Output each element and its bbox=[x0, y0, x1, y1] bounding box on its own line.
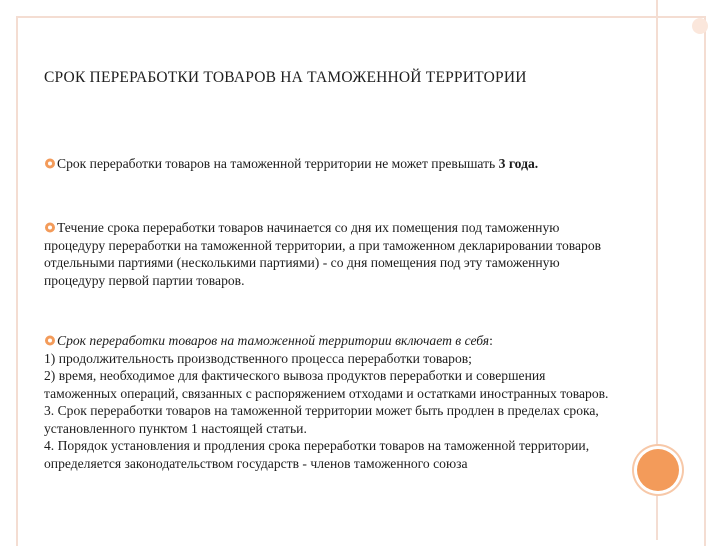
decorative-circle-top bbox=[692, 18, 708, 34]
list-item: 2) время, необходимое для фактического вывоза продуктов переработки и совершения таможенных операций, связанных с распоряжением отходами и остатками иностранных товаров. bbox=[44, 368, 609, 401]
flower-bullet-icon bbox=[44, 335, 56, 346]
paragraph-3-intro: Срок переработки товаров на таможенной территории включает в себя bbox=[57, 333, 490, 348]
flower-bullet-icon bbox=[44, 158, 56, 169]
paragraph-2-text: Течение срока переработки товаров начинается со дня их помещения под таможенную процедуру переработки на таможенной территории, а при таможенном декларировании товаров отдельными партиями (несколькими партиями) - со дня помещения под эту таможенную процедуру первой партии товаров. bbox=[44, 220, 602, 288]
slide-title: СРОК ПЕРЕРАБОТКИ ТОВАРОВ НА ТАМОЖЕННОЙ ТЕРРИТОРИИ bbox=[44, 69, 527, 86]
paragraph-1 bbox=[44, 155, 609, 173]
list-item: 4. Порядок установления и продления срока переработки товаров на таможенной территории, определяется законодательством государств - членов таможенного союза bbox=[44, 438, 590, 471]
paragraph-3 bbox=[44, 332, 609, 472]
paragraph-1-text: Срок переработки товаров на таможенной территории не может превышать bbox=[57, 156, 499, 171]
list-item: 3. Срок переработки товаров на таможенной территории может быть продлен в пределах срока, установленного пунктом 1 настоящей статьи. bbox=[44, 403, 599, 436]
paragraph-1-bold: 3 года. bbox=[498, 156, 539, 171]
paragraph-3-intro-suffix: : bbox=[489, 333, 493, 348]
flower-bullet-icon bbox=[44, 222, 56, 233]
list-item: 1) продолжительность производственного процесса переработки товаров; bbox=[44, 350, 472, 366]
decorative-circle-accent bbox=[637, 449, 679, 491]
paragraph-2 bbox=[44, 219, 609, 289]
